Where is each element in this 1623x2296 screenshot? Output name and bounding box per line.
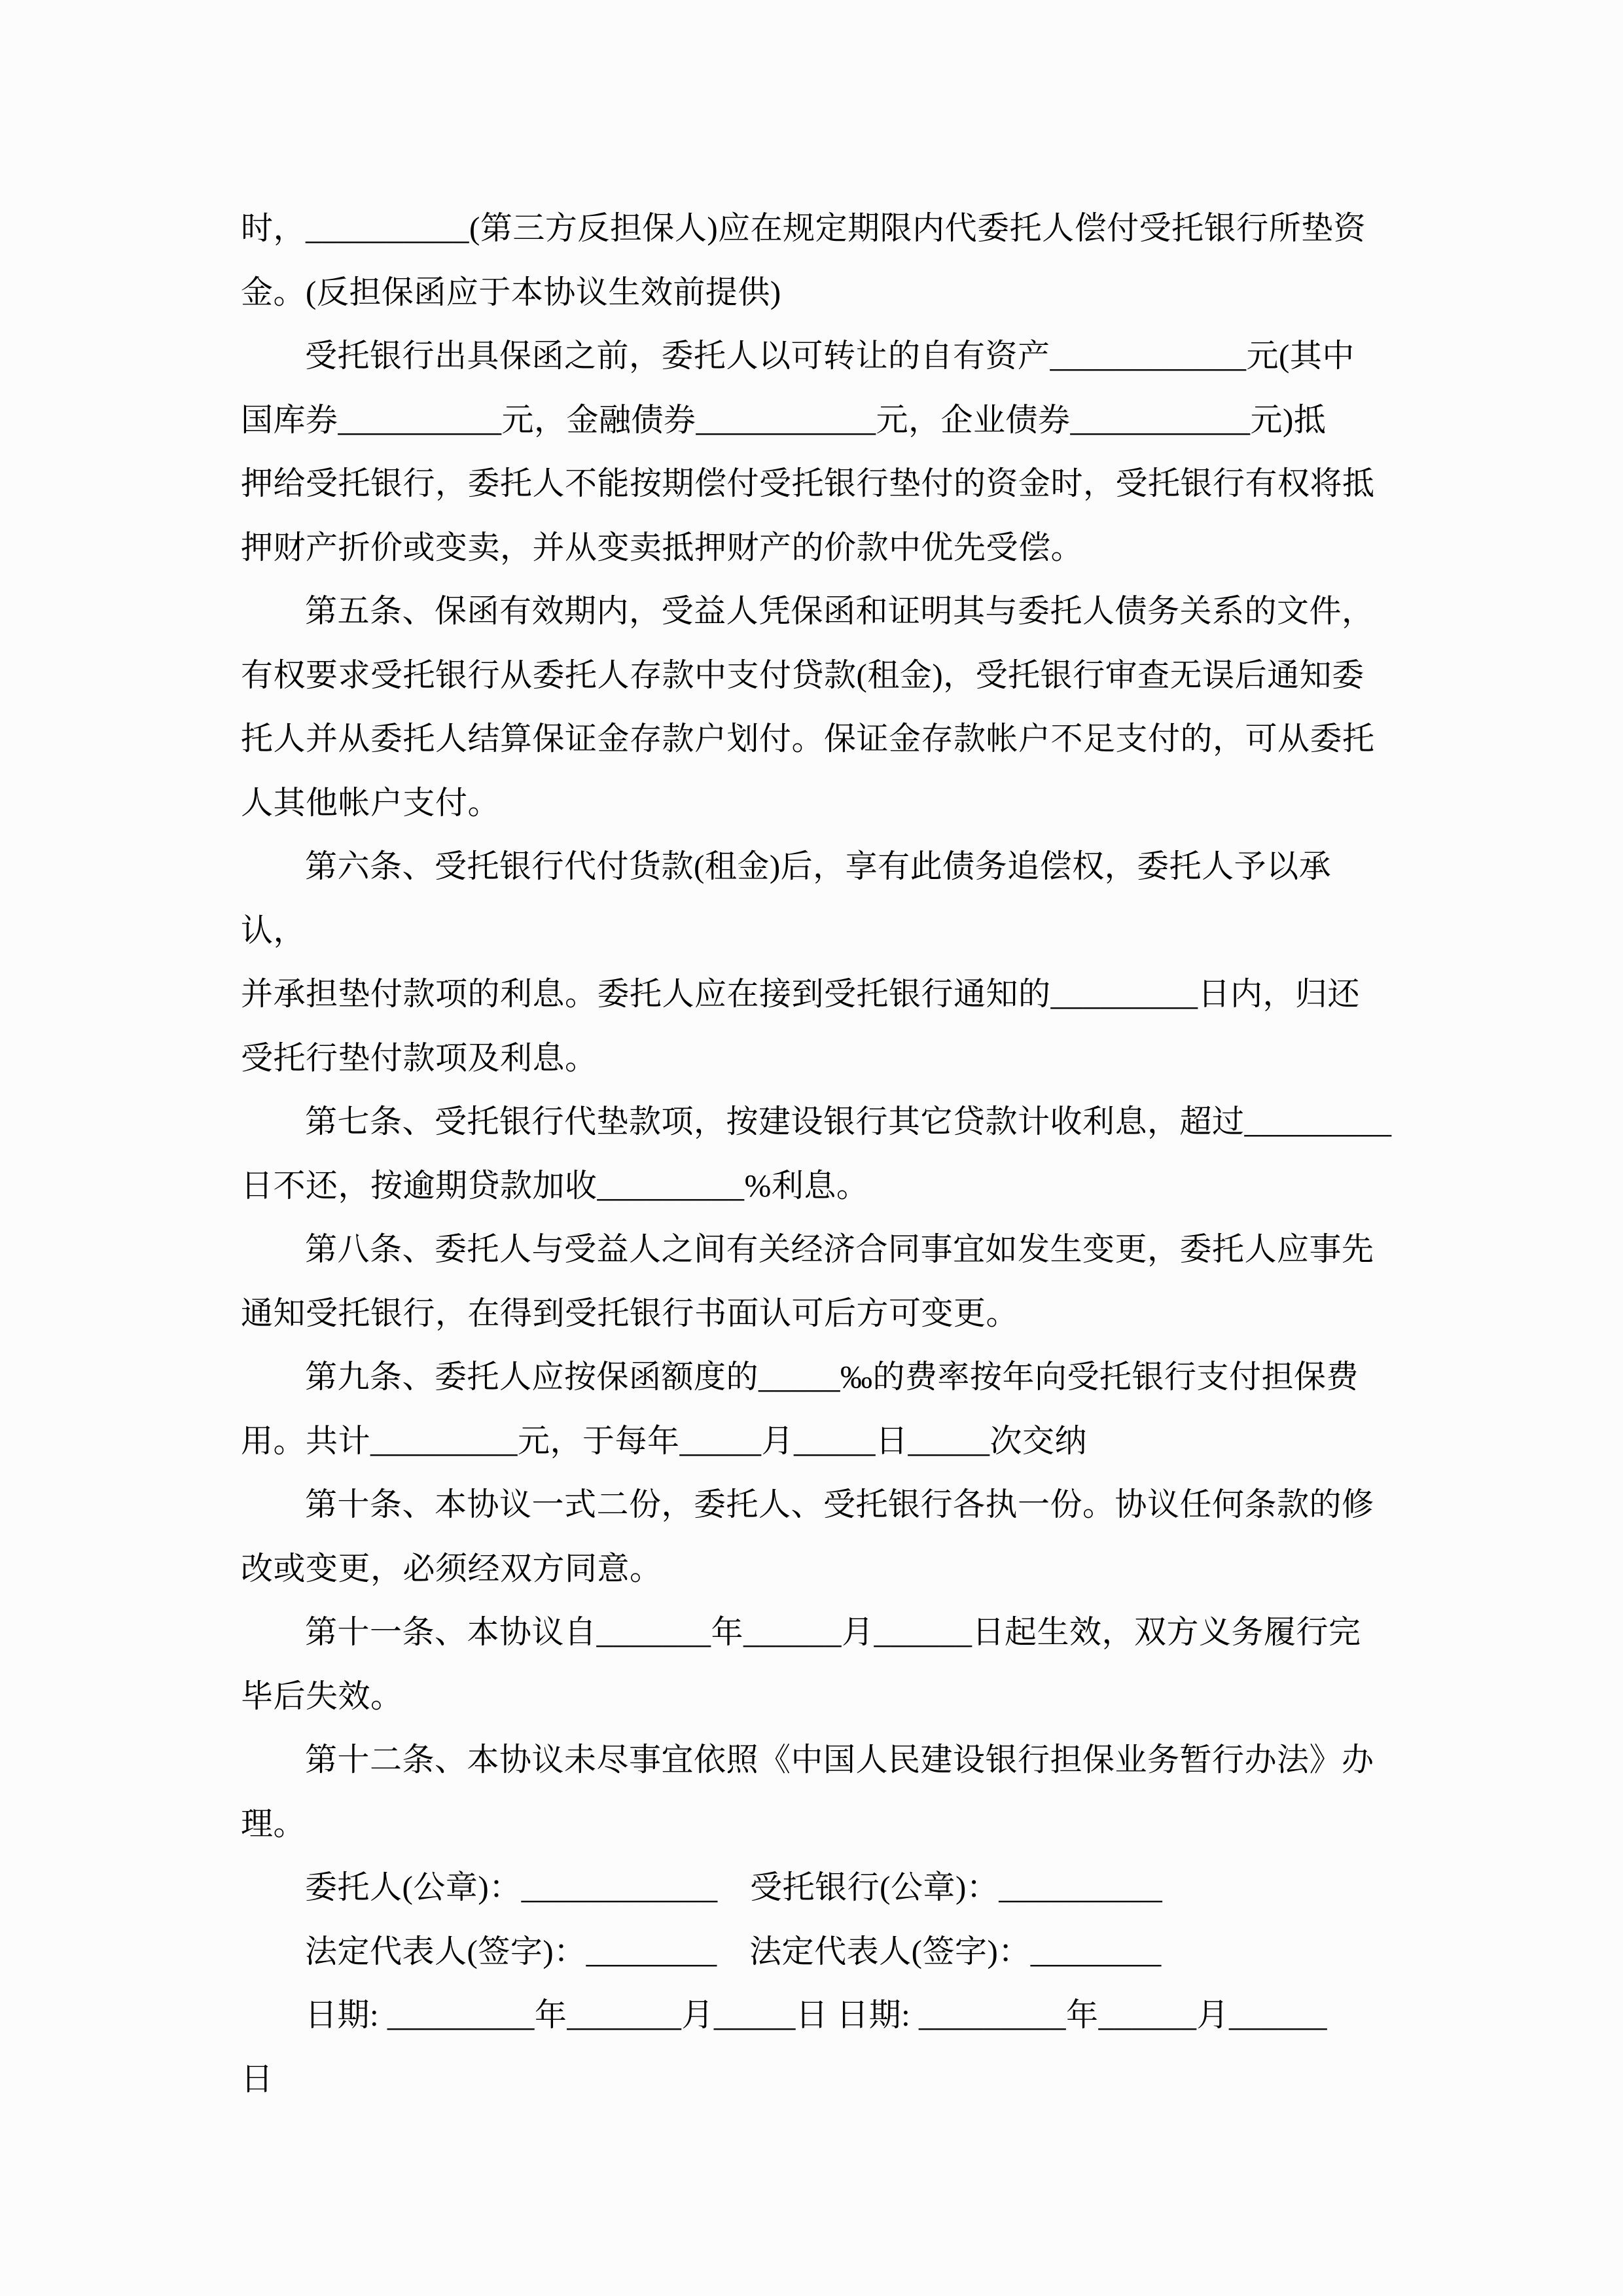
text-line: 第十条、本协议一式二份，委托人、受托银行各执一份。协议任何条款的修 [305, 1486, 1374, 1522]
text-line: 金。(反担保函应于本协议生效前提供) [241, 274, 781, 310]
text-line: 第七条、受托银行代垫款项，按建设银行其它贷款计收利息，超过_________ [305, 1103, 1392, 1139]
text-line: 国库券__________元，金融债券___________元，企业债券___________元)抵 [241, 401, 1327, 438]
text-line: 有权要求受托银行从委托人存款中支付贷款(租金)，受托银行审查无误后通知委 [241, 656, 1364, 693]
text-line: 通知受托银行，在得到受托银行书面认可后方可变更。 [241, 1295, 1019, 1331]
text-line: 押给受托银行，委托人不能按期偿付受托银行垫付的资金时，受托银行有权将抵 [241, 465, 1375, 501]
text-line: 第八条、委托人与受益人之间有关经济合同事宜如发生变更，委托人应事先 [305, 1231, 1374, 1267]
text-line: 受托银行出具保函之前，委托人以可转让的自有资产____________元(其中 [305, 338, 1355, 374]
text-line: 押财产折价或变卖，并从变卖抵押财产的价款中优先受偿。 [241, 529, 1084, 565]
text-line: 第十二条、本协议未尽事宜依照《中国人民建设银行担保业务暂行办法》办 [305, 1742, 1374, 1778]
text-line: 并承担垫付款项的利息。委托人应在接到受托银行通知的_________日内，归还 [241, 976, 1361, 1012]
text-line: 法定代表人(签字)：________ 法定代表人(签字)：________ [305, 1933, 1162, 1969]
text-line: 时，__________(第三方反担保人)应在规定期限内代委托人偿付受托银行所垫资 [241, 210, 1366, 246]
text-line: 第十一条、本协议自_______年______月______日起生效，双方义务履行完 [305, 1614, 1361, 1650]
text-line: 日 [241, 2060, 274, 2097]
text-line: 受托行垫付款项及利息。 [241, 1039, 597, 1076]
text-line: 第五条、保函有效期内，受益人凭保函和证明其与委托人债务关系的文件， [305, 593, 1374, 629]
text-line: 用。共计_________元，于每年_____月_____日_____次交纳 [241, 1422, 1088, 1459]
text-line: 第六条、受托银行代付货款(租金)后，享有此债务追偿权，委托人予以承认， [241, 848, 1332, 948]
text-line: 托人并从委托人结算保证金存款户划付。保证金存款帐户不足支付的，可从委托 [241, 721, 1375, 757]
text-line: 改或变更，必须经双方同意。 [241, 1550, 662, 1587]
text-line: 日不还，按逾期贷款加收_________%利息。 [241, 1167, 869, 1204]
text-line: 毕后失效。 [241, 1677, 403, 1714]
text-line: 第九条、委托人应按保函额度的_____‰的费率按年向受托银行支付担保费 [305, 1359, 1359, 1395]
text-line: 日期: _________年_______月_____日 日期: _________年______月______ [305, 1997, 1327, 2033]
text-line: 委托人(公章)：____________ 受托银行(公章)：__________ [305, 1869, 1163, 1905]
text-line: 理。 [241, 1805, 306, 1842]
text-line: 人其他帐户支付。 [241, 784, 501, 821]
